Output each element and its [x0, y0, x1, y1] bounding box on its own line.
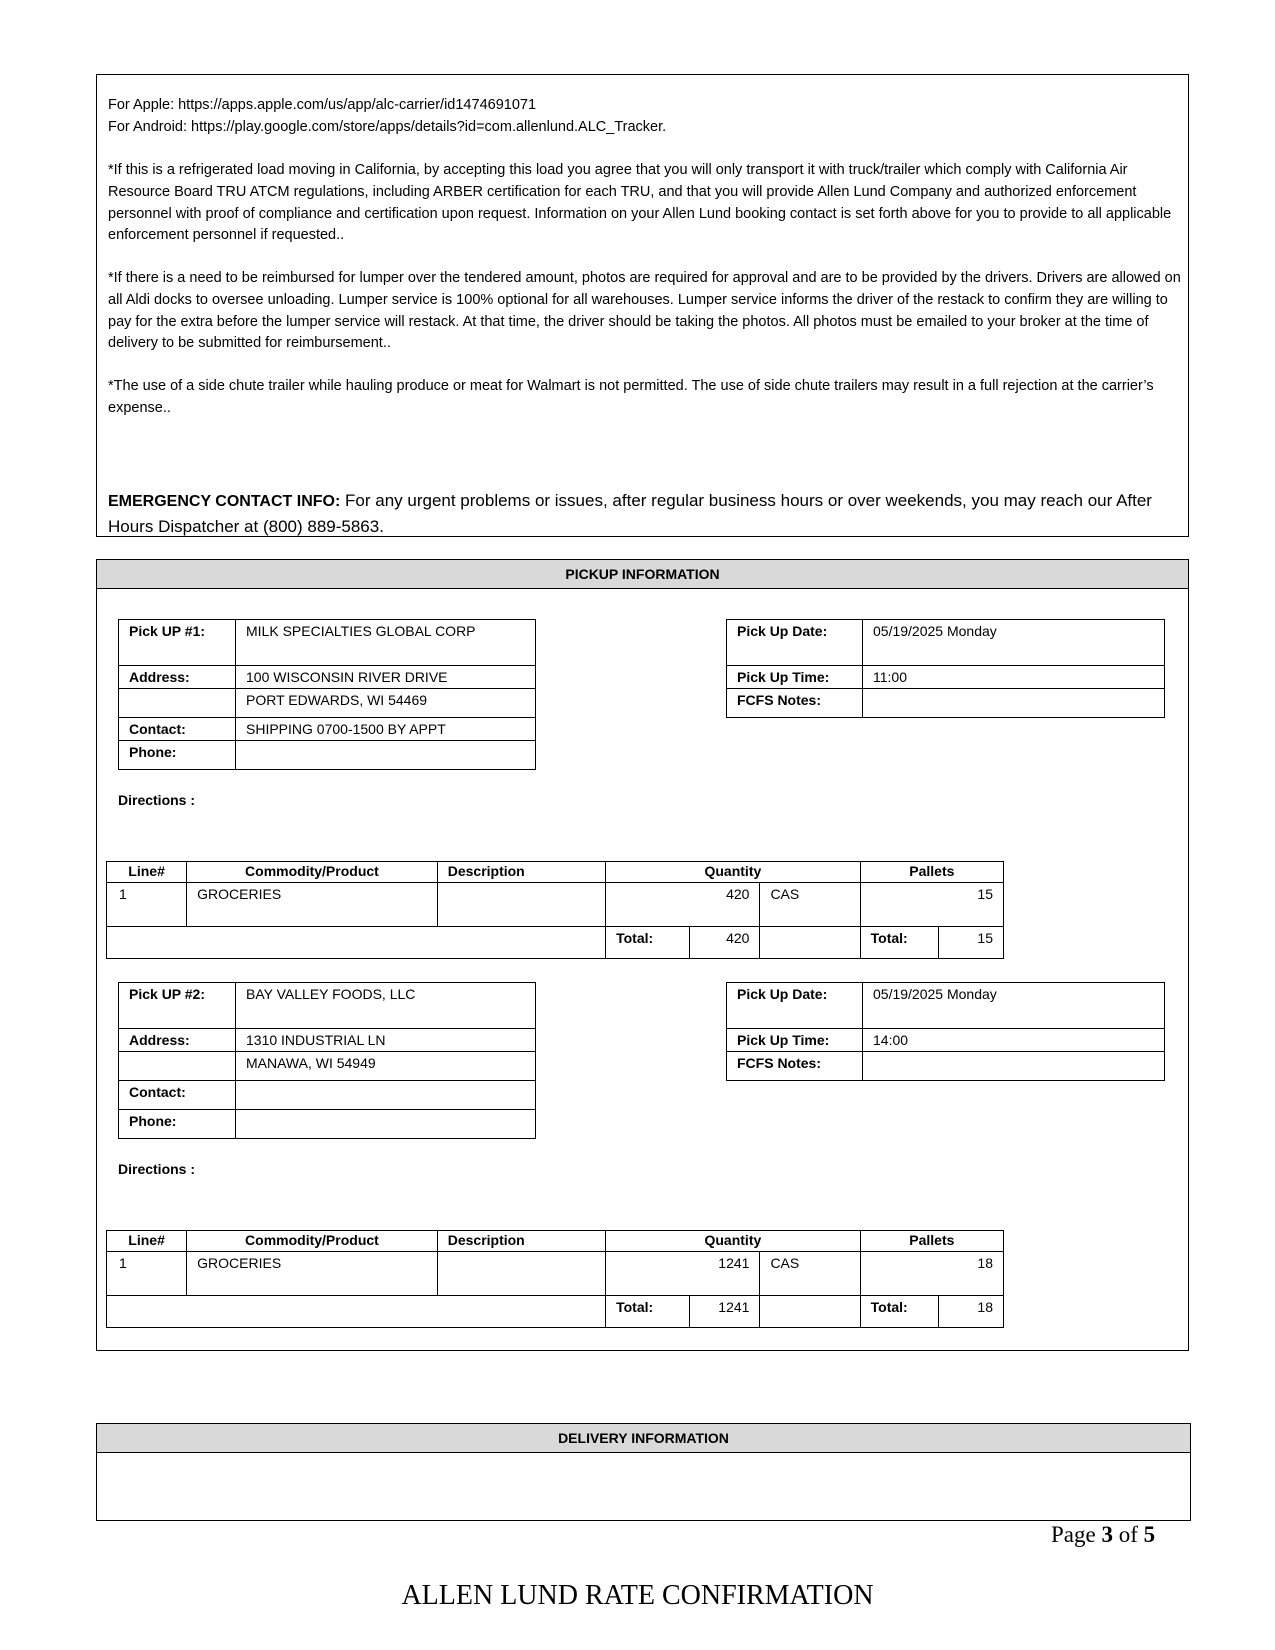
pickup-1-directions-label: Directions :	[118, 792, 196, 808]
page-total: 5	[1143, 1522, 1156, 1547]
quantity-header: Quantity	[606, 1231, 861, 1252]
pickup-2-name: BAY VALLEY FOODS, LLC	[236, 983, 536, 1029]
description-header: Description	[437, 862, 605, 883]
pickup-2-address-blank	[119, 1052, 236, 1081]
pickup-2-total-qty: 1241	[690, 1296, 760, 1328]
pickup-2-description	[437, 1252, 605, 1296]
pickup-2-time-label: Pick Up Time:	[727, 1029, 863, 1052]
pickup-2-address-table	[118, 982, 536, 1139]
pallets-header: Pallets	[860, 1231, 1003, 1252]
pickup-2-date-label: Pick Up Date:	[727, 983, 863, 1029]
pickup-1-total-pallets-label: Total:	[860, 927, 938, 959]
pickup-2-fcfs-label: FCFS Notes:	[727, 1052, 863, 1081]
commodity-header: Commodity/Product	[187, 862, 438, 883]
pickup-1-commodity-table	[106, 861, 1004, 959]
pickup-section-title: PICKUP INFORMATION	[97, 560, 1188, 589]
pickup-2-line: 1	[107, 1252, 187, 1296]
pickup-2-commodity: GROCERIES	[187, 1252, 438, 1296]
pickup-1-date: 05/19/2025 Monday	[863, 620, 1165, 666]
pickup-1-fcfs	[863, 689, 1165, 718]
pickup-2-date: 05/19/2025 Monday	[863, 983, 1165, 1029]
line-header: Line#	[107, 862, 187, 883]
pickup-1-phone-label: Phone:	[119, 741, 236, 770]
line-header: Line#	[107, 1231, 187, 1252]
pickup-2-address1: 1310 INDUSTRIAL LN	[236, 1029, 536, 1052]
pickup-1-date-label: Pick Up Date:	[727, 620, 863, 666]
pickup-1-total-qty: 420	[690, 927, 760, 959]
pickup-2-phone	[236, 1110, 536, 1139]
pickup-2-commodity-table	[106, 1230, 1004, 1328]
pickup-1-description	[437, 883, 605, 927]
pickup-2-time: 14:00	[863, 1029, 1165, 1052]
pickup-1-total-qty-label: Total:	[606, 927, 690, 959]
walmart-notice: *The use of a side chute trailer while hauling produce or meat for Walmart is not permitted. The use of side chute trailers may result in a full rejection at the carrier’s expense..	[108, 378, 1154, 416]
pickup-1-address-label: Address:	[119, 666, 236, 689]
delivery-section-title: DELIVERY INFORMATION	[97, 1424, 1190, 1453]
android-app-link[interactable]: For Android: https://play.google.com/store/apps/details?id=com.allenlund.ALC_Tracker.	[108, 119, 667, 135]
pickup-2-total-qty-label: Total:	[606, 1296, 690, 1328]
pickup-1-total-pallets: 15	[938, 927, 1003, 959]
pickup-2-schedule-table	[726, 982, 1165, 1081]
pickup-1-phone	[236, 741, 536, 770]
pickup-2-phone-label: Phone:	[119, 1110, 236, 1139]
emergency-label: EMERGENCY CONTACT INFO:	[108, 493, 341, 510]
page-indicator	[1051, 1522, 1155, 1548]
pickup-2-address-label: Address:	[119, 1029, 236, 1052]
pickup-1-name: MILK SPECIALTIES GLOBAL CORP	[236, 620, 536, 666]
pickup-2-address2: MANAWA, WI 54949	[236, 1052, 536, 1081]
page-of: of	[1112, 1522, 1144, 1547]
pickup-1-total-blank	[107, 927, 606, 959]
pickup-1-unit: CAS	[760, 883, 860, 927]
pickup-1-qty: 420	[606, 883, 760, 927]
lumper-notice: *If there is a need to be reimbursed for lumper over the tendered amount, photos are required for approval and are to be provided by the drivers. Drivers are allowed on all Aldi docks to oversee unloading. Lumper service is 100% optional for all warehouses. Lumper service informs the driver of the restack to confirm they are willing to pay for the extra before the lumper service will restack. At that time, the driver should be taking the photos. All photos must be emailed to your broker at the time of delivery to be submitted for reimbursement..	[108, 270, 1181, 352]
pickup-2-total-pallets-label: Total:	[860, 1296, 938, 1328]
pickup-2-contact	[236, 1081, 536, 1110]
pickup-1-time-label: Pick Up Time:	[727, 666, 863, 689]
pickup-2-label: Pick UP #2:	[119, 983, 236, 1029]
commodity-header: Commodity/Product	[187, 1231, 438, 1252]
pickup-1-line: 1	[107, 883, 187, 927]
pickup-1-contact: SHIPPING 0700-1500 BY APPT	[236, 718, 536, 741]
pickup-2-pallets: 18	[860, 1252, 1003, 1296]
pickup-1-address2: PORT EDWARDS, WI 54469	[236, 689, 536, 718]
pickup-2-qty: 1241	[606, 1252, 760, 1296]
pallets-header: Pallets	[860, 862, 1003, 883]
california-notice: *If this is a refrigerated load moving in California, by accepting this load you agree that you will only transport it with truck/trailer which comply with California Air Resource Board TRU ATCM regulations, including ARBER certification for each TRU, and that you will provide Allen Lund Company and authorized enforcement personnel with proof of compliance and certification upon request. Information on your Allen Lund booking contact is set forth above for you to provide to all applicable enforcement personnel if requested..	[108, 162, 1172, 244]
pickup-2-total-blank	[107, 1296, 606, 1328]
pickup-1-total-unit-blank	[760, 927, 860, 959]
pickup-2-total-unit-blank	[760, 1296, 860, 1328]
pickup-1-pallets: 15	[860, 883, 1003, 927]
pickup-1-address-blank	[119, 689, 236, 718]
pickup-2-contact-label: Contact:	[119, 1081, 236, 1110]
pickup-2-total-pallets: 18	[938, 1296, 1003, 1328]
pickup-2-directions-label: Directions :	[118, 1161, 196, 1177]
page-current: 3	[1101, 1522, 1113, 1547]
pickup-2-unit: CAS	[760, 1252, 860, 1296]
apple-app-link[interactable]: For Apple: https://apps.apple.com/us/app/alc-carrier/id1474691071	[108, 97, 537, 113]
pickup-1-address-table	[118, 619, 536, 770]
pickup-1-address1: 100 WISCONSIN RIVER DRIVE	[236, 666, 536, 689]
pickup-1-fcfs-label: FCFS Notes:	[727, 689, 863, 718]
pickup-2-fcfs	[863, 1052, 1165, 1081]
delivery-section	[96, 1423, 1191, 1521]
pickup-1-commodity: GROCERIES	[187, 883, 438, 927]
description-header: Description	[437, 1231, 605, 1252]
emergency-text: For any urgent problems or issues, after regular business hours or over weekends, you may reach our After Hours Dispatcher at (800) 889-5863.	[108, 491, 1152, 536]
document-footer-title: ALLEN LUND RATE CONFIRMATION	[401, 1580, 874, 1611]
pickup-1-schedule-table	[726, 619, 1165, 718]
quantity-header: Quantity	[606, 862, 861, 883]
page-prefix: Page	[1051, 1522, 1102, 1547]
pickup-1-contact-label: Contact:	[119, 718, 236, 741]
pickup-1-label: Pick UP #1:	[119, 620, 236, 666]
emergency-contact	[108, 488, 1183, 539]
pickup-1-time: 11:00	[863, 666, 1165, 689]
